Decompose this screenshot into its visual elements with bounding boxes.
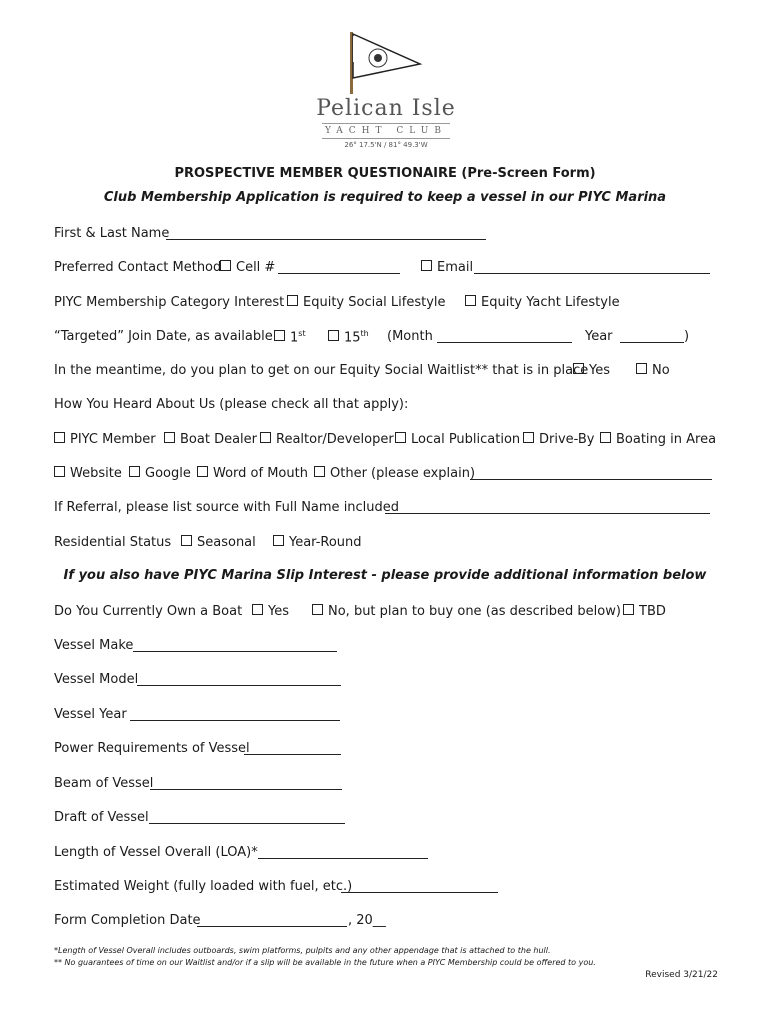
month-label: (Month bbox=[387, 329, 433, 344]
heard-label: How You Heard About Us (please check all that apply): bbox=[54, 397, 409, 412]
google-option[interactable] bbox=[129, 466, 191, 481]
weight-label: Estimated Weight (fully loaded with fuel, etc.) bbox=[54, 879, 353, 894]
realtor-option[interactable] bbox=[260, 432, 394, 447]
piyc-member-checkbox[interactable] bbox=[54, 432, 65, 443]
cell-checkbox[interactable] bbox=[220, 260, 231, 271]
seasonal-label: Seasonal bbox=[197, 535, 256, 550]
fifteenth-sup: th bbox=[360, 329, 369, 338]
beam-field[interactable] bbox=[150, 789, 342, 790]
logo-divider bbox=[322, 138, 450, 139]
own-boat-label: Do You Currently Own a Boat bbox=[54, 604, 243, 619]
loa-footnote: *Length of Vessel Overall includes outboards, swim platforms, pulpits and any other appendage that is attached to the hull. bbox=[54, 946, 551, 955]
waitlist-footnote: ** No guarantees of time on our Waitlist and/or if a slip will be available in the future when a PIYC Membership could be offered to you. bbox=[54, 958, 596, 967]
cell-field[interactable] bbox=[278, 273, 400, 274]
first-sup: st bbox=[298, 329, 306, 338]
referral-field[interactable] bbox=[385, 513, 710, 514]
form-title: PROSPECTIVE MEMBER QUESTIONAIRE (Pre-Screen Form) bbox=[174, 166, 596, 181]
first-label: 1 bbox=[290, 330, 299, 346]
realtor-checkbox[interactable] bbox=[260, 432, 271, 443]
name-label: First & Last Name bbox=[54, 226, 170, 241]
vessel-model-label: Vessel Model bbox=[54, 672, 139, 687]
fifteenth-checkbox[interactable] bbox=[328, 330, 339, 341]
piyc-member-label: PIYC Member bbox=[70, 432, 156, 447]
weight-field[interactable] bbox=[341, 892, 498, 893]
google-label: Google bbox=[145, 466, 191, 481]
website-option[interactable] bbox=[54, 466, 122, 481]
category-label: PIYC Membership Category Interest bbox=[54, 295, 285, 310]
other-label: Other (please explain) bbox=[330, 466, 476, 481]
logo-divider bbox=[322, 123, 450, 124]
form-subtitle: Club Membership Application is required to keep a vessel in our PIYC Marina bbox=[103, 190, 667, 205]
waitlist-no-checkbox[interactable] bbox=[636, 363, 647, 374]
loa-label: Length of Vessel Overall (LOA)* bbox=[54, 845, 258, 860]
equity-social-option[interactable] bbox=[287, 295, 446, 310]
club-logo bbox=[312, 28, 460, 154]
logo-subtitle: YACHT CLUB bbox=[325, 126, 447, 136]
waitlist-label: In the meantime, do you plan to get on our Equity Social Waitlist** that is in place bbox=[54, 363, 589, 378]
vessel-year-field[interactable] bbox=[130, 720, 340, 721]
first-option[interactable] bbox=[274, 329, 306, 345]
boat-dealer-option[interactable] bbox=[164, 432, 257, 447]
own-tbd-option[interactable] bbox=[623, 604, 666, 619]
year-round-label: Year-Round bbox=[289, 535, 362, 550]
close-paren: ) bbox=[684, 329, 690, 344]
other-field[interactable] bbox=[470, 479, 712, 480]
own-plan-option[interactable] bbox=[312, 604, 621, 619]
own-tbd-checkbox[interactable] bbox=[623, 604, 634, 615]
waitlist-no-option[interactable] bbox=[636, 363, 670, 378]
boat-dealer-checkbox[interactable] bbox=[164, 432, 175, 443]
website-checkbox[interactable] bbox=[54, 466, 65, 477]
own-yes-label: Yes bbox=[268, 604, 289, 619]
equity-yacht-checkbox[interactable] bbox=[465, 295, 476, 306]
boating-area-label: Boating in Area bbox=[616, 432, 717, 447]
equity-yacht-option[interactable] bbox=[465, 295, 620, 310]
pennant-flag-icon bbox=[312, 28, 460, 98]
fifteenth-label: 15 bbox=[344, 330, 361, 346]
year-field[interactable] bbox=[620, 342, 684, 343]
boating-area-option[interactable] bbox=[600, 432, 716, 447]
email-label: Email bbox=[437, 260, 474, 275]
seasonal-checkbox[interactable] bbox=[181, 535, 192, 546]
contact-method-label: Preferred Contact Method bbox=[54, 260, 222, 275]
vessel-make-field[interactable] bbox=[133, 651, 337, 652]
email-checkbox[interactable] bbox=[421, 260, 432, 271]
waitlist-yes-option[interactable] bbox=[573, 363, 610, 378]
logo-coordinates: 26° 17.5'N / 81° 49.3'W bbox=[344, 141, 428, 149]
completion-year: , 20__ bbox=[348, 913, 386, 928]
logo-name: Pelican Isle bbox=[316, 96, 456, 121]
referral-label: If Referral, please list source with Full Name included bbox=[54, 500, 400, 515]
email-option[interactable] bbox=[421, 260, 473, 275]
local-pub-option[interactable] bbox=[395, 432, 520, 447]
own-yes-option[interactable] bbox=[252, 604, 289, 619]
boat-dealer-label: Boat Dealer bbox=[180, 432, 257, 447]
local-pub-label: Local Publication bbox=[411, 432, 521, 447]
power-field[interactable] bbox=[244, 754, 341, 755]
first-checkbox[interactable] bbox=[274, 330, 285, 341]
month-field[interactable] bbox=[437, 342, 572, 343]
drive-by-option[interactable] bbox=[523, 432, 595, 447]
join-date-label: “Targeted” Join Date, as available bbox=[54, 329, 273, 344]
year-round-option[interactable] bbox=[273, 535, 362, 550]
year-round-checkbox[interactable] bbox=[273, 535, 284, 546]
draft-field[interactable] bbox=[149, 823, 345, 824]
word-of-mouth-label: Word of Mouth bbox=[213, 466, 308, 481]
year-label: Year bbox=[585, 329, 613, 344]
cell-label: Cell # bbox=[236, 260, 276, 275]
word-of-mouth-checkbox[interactable] bbox=[197, 466, 208, 477]
residential-label: Residential Status bbox=[54, 535, 172, 550]
word-of-mouth-option[interactable] bbox=[197, 466, 308, 481]
own-plan-checkbox[interactable] bbox=[312, 604, 323, 615]
completion-field[interactable] bbox=[197, 926, 347, 927]
drive-by-checkbox[interactable] bbox=[523, 432, 534, 443]
power-label: Power Requirements of Vessel bbox=[54, 741, 250, 756]
completion-label: Form Completion Date bbox=[54, 913, 201, 928]
vessel-year-label: Vessel Year bbox=[54, 707, 127, 722]
website-label: Website bbox=[70, 466, 122, 481]
equity-yacht-label: Equity Yacht Lifestyle bbox=[481, 295, 620, 310]
vessel-make-label: Vessel Make bbox=[54, 638, 134, 653]
seasonal-option[interactable] bbox=[181, 535, 256, 550]
own-plan-label: No, but plan to buy one (as described below) bbox=[328, 604, 621, 619]
realtor-label: Realtor/Developer bbox=[276, 432, 394, 447]
own-tbd-label: TBD bbox=[639, 604, 666, 619]
equity-social-checkbox[interactable] bbox=[287, 295, 298, 306]
beam-label: Beam of Vessel bbox=[54, 776, 154, 791]
own-yes-checkbox[interactable] bbox=[252, 604, 263, 615]
local-pub-checkbox[interactable] bbox=[395, 432, 406, 443]
cell-option[interactable] bbox=[220, 260, 275, 275]
other-checkbox[interactable] bbox=[314, 466, 325, 477]
vessel-model-field[interactable] bbox=[137, 685, 341, 686]
email-field[interactable] bbox=[474, 273, 710, 274]
waitlist-yes-label: Yes bbox=[589, 363, 610, 378]
draft-label: Draft of Vessel bbox=[54, 810, 149, 825]
boating-area-checkbox[interactable] bbox=[600, 432, 611, 443]
drive-by-label: Drive-By bbox=[539, 432, 595, 447]
other-option[interactable] bbox=[314, 466, 475, 481]
loa-field[interactable] bbox=[258, 858, 428, 859]
revised-date: Revised 3/21/22 bbox=[645, 970, 718, 980]
equity-social-label: Equity Social Lifestyle bbox=[303, 295, 446, 310]
fifteenth-option[interactable] bbox=[328, 329, 369, 345]
piyc-member-option[interactable] bbox=[54, 432, 156, 447]
marina-section-heading: If you also have PIYC Marina Slip Interest - please provide additional information below bbox=[63, 568, 707, 583]
waitlist-yes-checkbox[interactable] bbox=[573, 363, 584, 374]
waitlist-no-label: No bbox=[652, 363, 670, 378]
google-checkbox[interactable] bbox=[129, 466, 140, 477]
name-field[interactable] bbox=[166, 239, 486, 240]
